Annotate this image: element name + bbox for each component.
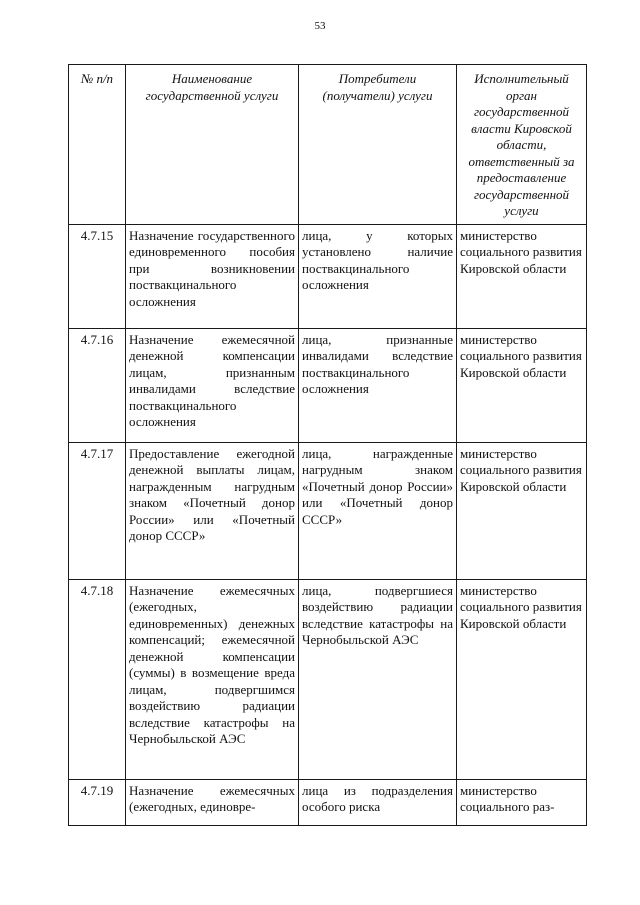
service-name: Назначение государственного единовременного пособия при возникновении поствакцинального осложнения (126, 224, 299, 328)
row-number: 4.7.19 (69, 779, 126, 825)
service-name: Назначение ежемесячных (ежегодных, единовре- (126, 779, 299, 825)
row-number: 4.7.18 (69, 579, 126, 779)
row-number: 4.7.15 (69, 224, 126, 328)
table-row (69, 579, 587, 779)
header-number: № п/п (69, 65, 126, 225)
service-consumers: лица из подразделения особого риска (299, 779, 457, 825)
service-consumers: лица, подвергшиеся воздействию радиации вследствие катастрофы на Чернобыльской АЭС (299, 579, 457, 779)
header-service-name: Наименование государственной услуги (126, 65, 299, 225)
header-executor: Исполнительный орган государственной власти Кировской области, ответственный за предоставление государственной услуги (457, 65, 587, 225)
service-name: Назначение ежемесячных (ежегодных, единовременных) денежных компенсаций; ежемесячной денежной компенсации (суммы) в возмещение вреда лицам, подвергшимся воздействию радиации вследствие катастрофы на Чернобыльской АЭС (126, 579, 299, 779)
header-consumers: Потребители (получатели) услуги (299, 65, 457, 225)
service-executor: министерство социального раз- (457, 779, 587, 825)
service-name: Назначение ежемесячной денежной компенсации лицам, признанным инвалидами вследствие поствакцинального осложнения (126, 328, 299, 442)
table-header-row (69, 65, 587, 225)
row-number: 4.7.16 (69, 328, 126, 442)
service-executor: министерство социального развития Кировской области (457, 328, 587, 442)
service-executor: министерство социального развития Кировской области (457, 442, 587, 579)
services-table (68, 64, 587, 826)
service-consumers: лица, у которых установлено наличие поствакцинального осложнения (299, 224, 457, 328)
table-row (69, 779, 587, 825)
service-name: Предоставление ежегодной денежной выплаты лицам, награжденным нагрудным знаком «Почетный донор России» или «Почетный донор СССР» (126, 442, 299, 579)
service-executor: министерство социального развития Кировской области (457, 224, 587, 328)
page-number: 53 (314, 20, 326, 32)
service-consumers: лица, награжденные нагрудным знаком «Почетный донор России» или «Почетный донор СССР» (299, 442, 457, 579)
table-row (69, 224, 587, 328)
service-executor: министерство социального развития Кировской области (457, 579, 587, 779)
table-row (69, 442, 587, 579)
table-row (69, 328, 587, 442)
row-number: 4.7.17 (69, 442, 126, 579)
service-consumers: лица, признанные инвалидами вследствие поствакцинального осложнения (299, 328, 457, 442)
